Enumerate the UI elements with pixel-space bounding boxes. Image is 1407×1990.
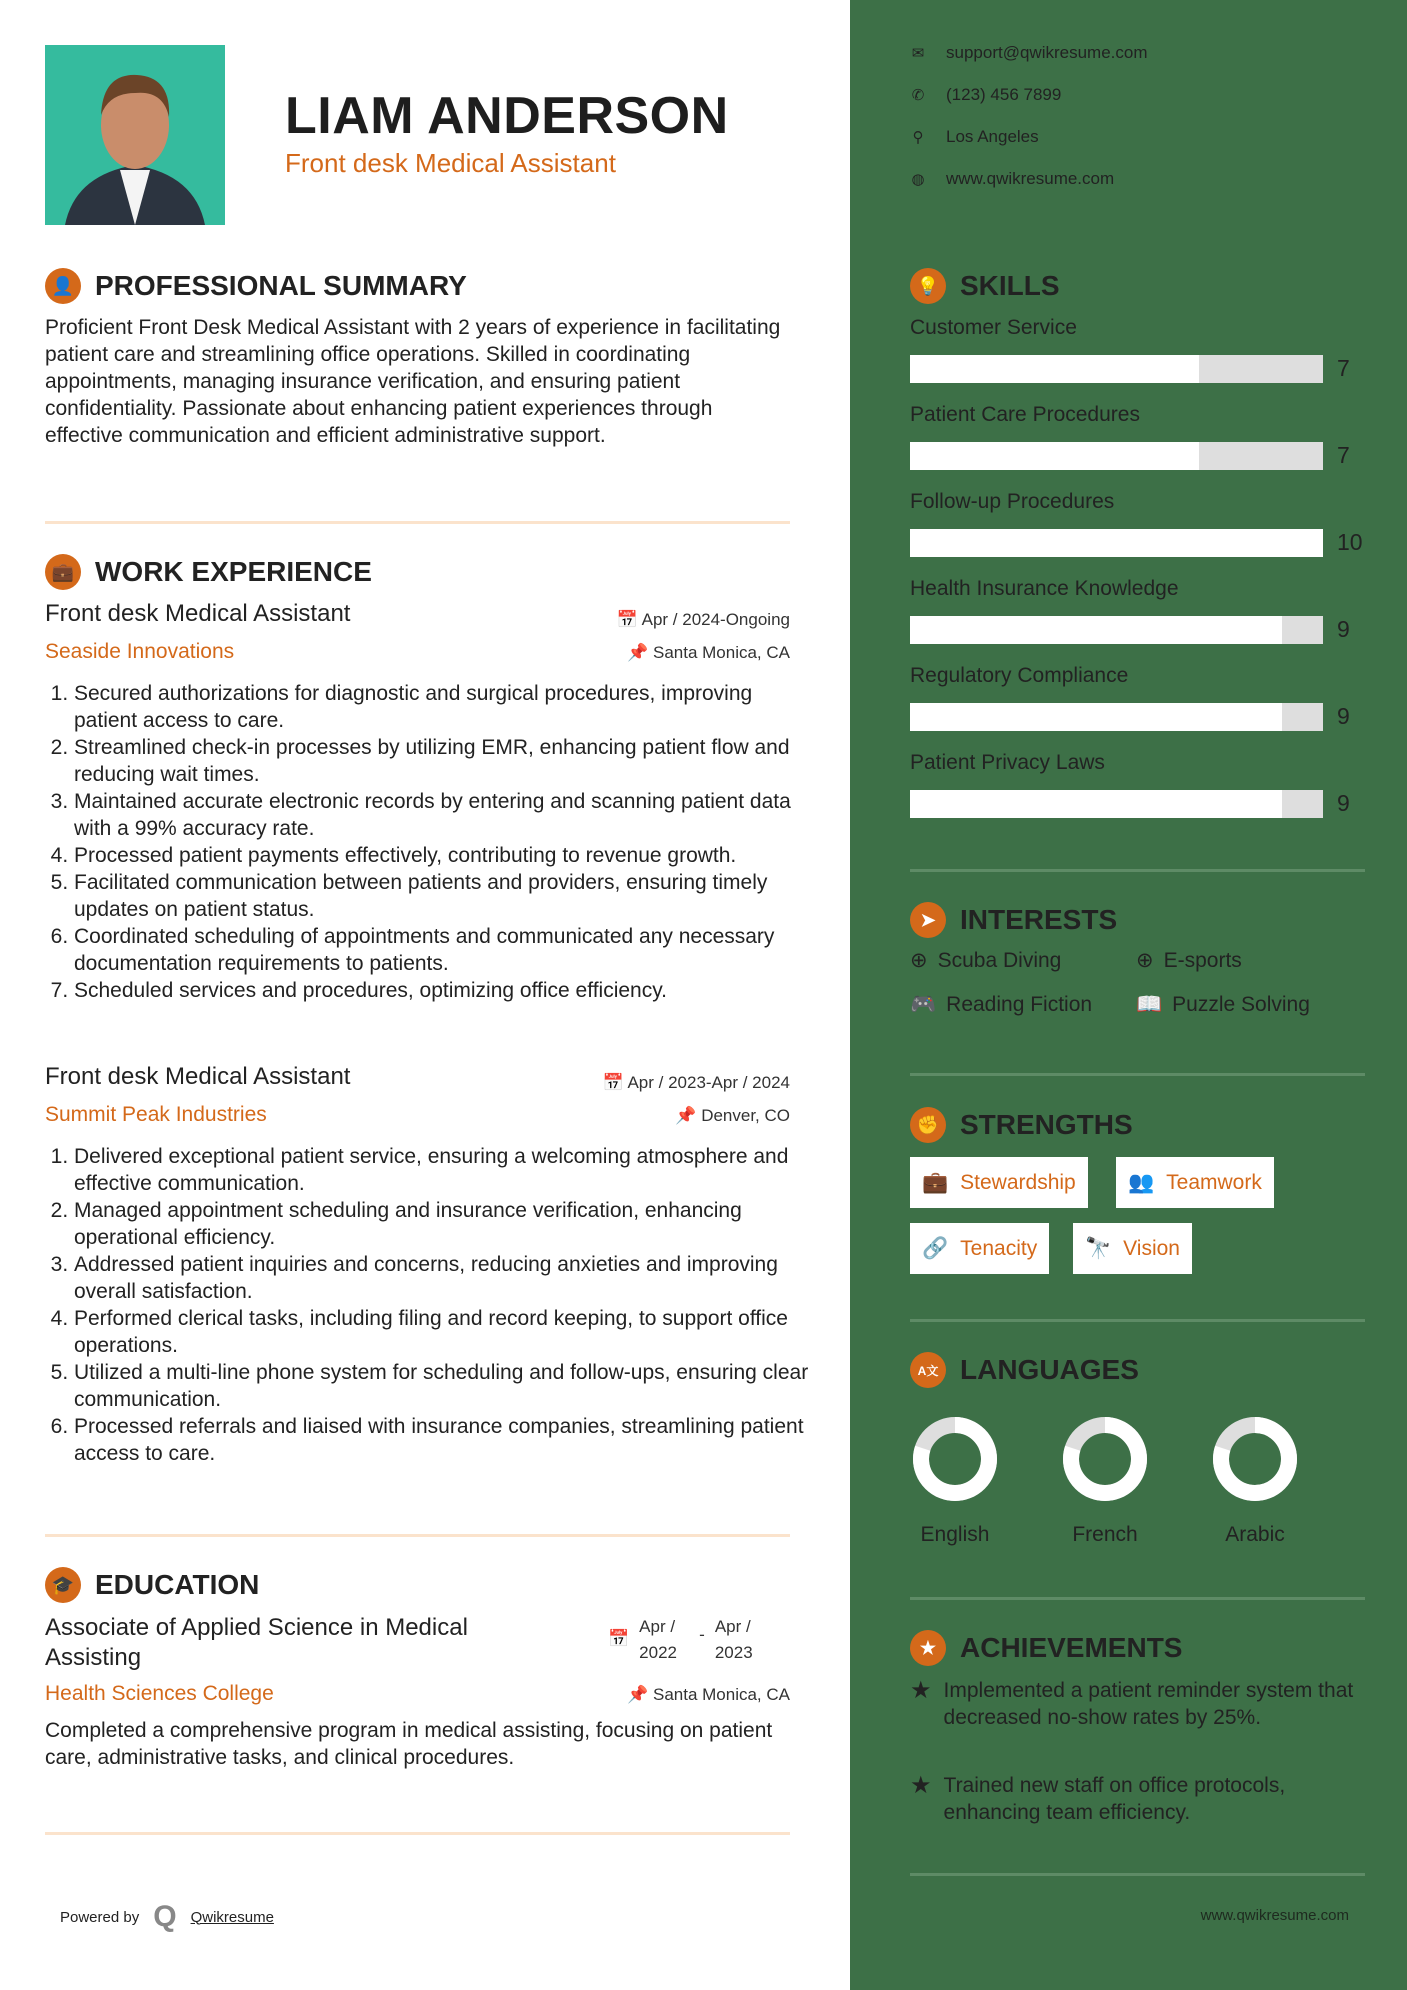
education-location	[627, 1685, 790, 1705]
achievement-item	[910, 1772, 1365, 1826]
list-item: 1. Delivered exceptional patient service, ensuring a welcoming atmosphere and effective communication.	[74, 1143, 815, 1197]
calendar-icon: 📅	[608, 1629, 630, 1648]
divider	[45, 521, 790, 524]
job-dates-text: Apr / 2024-Ongoing	[641, 610, 790, 629]
interest-label: Scuba Diving	[937, 948, 1062, 972]
skill-label: Patient Privacy Laws	[910, 751, 1105, 774]
interest-item	[910, 948, 1061, 973]
strength-tag	[1116, 1157, 1274, 1208]
divider	[45, 1832, 790, 1835]
strength-tag	[910, 1223, 1049, 1274]
achievements-heading	[910, 1630, 1182, 1666]
languages-heading	[910, 1352, 1139, 1388]
star-icon: ★	[910, 1630, 946, 1666]
skill-value: 9	[1337, 616, 1350, 642]
graduate-icon: 🎓	[45, 1567, 81, 1603]
job-location	[627, 643, 790, 663]
strength-tag	[1073, 1223, 1192, 1274]
interest-label: E-sports	[1163, 948, 1242, 972]
strength-label: Vision	[1123, 1236, 1180, 1260]
language-donut	[910, 1414, 1000, 1504]
education-heading-text: EDUCATION	[95, 1569, 260, 1600]
divider	[910, 1873, 1365, 1876]
start-date: Apr / 2022	[639, 1617, 677, 1662]
calendar-icon: 📅	[616, 610, 642, 629]
summary-heading	[45, 268, 467, 304]
work-heading-text: WORK EXPERIENCE	[95, 556, 372, 587]
contact-location	[910, 127, 1039, 147]
language-label: French	[1072, 1523, 1138, 1546]
user-icon: 👤	[45, 268, 81, 304]
job-duties	[45, 1143, 815, 1467]
binoculars-icon: 🔭	[1085, 1236, 1112, 1260]
phone-icon: ✆	[911, 87, 925, 104]
skill-bar-fill	[910, 529, 1323, 557]
summary-text: Proficient Front Desk Medical Assistant with 2 years of experience in facilitating patient care and streamlining office operations. Skilled in coordinating appointments, managing insurance verification, and ensuring patient confidentiality. Passionate about enhancing patient experiences through effective communication and efficient administrative support.	[45, 316, 781, 447]
skill-value: 7	[1337, 442, 1350, 468]
lightbulb-icon: 💡	[910, 268, 946, 304]
achievement-text: Trained new staff on office protocols, enhancing team efficiency.	[943, 1774, 1286, 1824]
skill-value: 9	[1337, 703, 1350, 729]
interests-heading-text: INTERESTS	[960, 904, 1118, 935]
skill-bar-fill	[910, 616, 1282, 644]
book-icon: 📖	[1136, 993, 1163, 1016]
divider	[910, 1597, 1365, 1600]
list-item: 5. Utilized a multi-line phone system for scheduling and follow-ups, ensuring clear communication.	[74, 1359, 815, 1413]
job-company: Seaside Innovations	[45, 640, 235, 663]
job-duties	[45, 680, 815, 1004]
summary-heading-text: PROFESSIONAL SUMMARY	[95, 270, 467, 301]
education-text: Completed a comprehensive program in medical assisting, focusing on patient care, administrative tasks, and clinical procedures.	[45, 1719, 773, 1769]
list-item: 2. Streamlined check-in processes by utilizing EMR, enhancing patient flow and reducing wait times.	[74, 734, 815, 788]
skill-label: Health Insurance Knowledge	[910, 577, 1179, 600]
achievement-item	[910, 1677, 1365, 1731]
translate-icon: A文	[910, 1352, 946, 1388]
skill-bar	[910, 529, 1323, 557]
skill-value: 10	[1337, 529, 1363, 555]
job-dates-text: Apr / 2023-Apr / 2024	[627, 1073, 790, 1092]
languages-heading-text: LANGUAGES	[960, 1354, 1139, 1385]
powered-by-text: Powered by	[60, 1908, 140, 1926]
job-company: Summit Peak Industries	[45, 1103, 267, 1126]
map-marker-icon: ⚲	[912, 129, 924, 146]
skill-bar-fill	[910, 703, 1282, 731]
skills-heading	[910, 268, 1060, 304]
list-item: 4. Processed patient payments effectively, contributing to revenue growth.	[74, 842, 815, 869]
calendar-icon: 📅	[602, 1073, 628, 1092]
interest-label: Puzzle Solving	[1172, 993, 1310, 1016]
globe-icon: ◍	[911, 171, 925, 188]
contact-text: www.qwikresume.com	[946, 169, 1115, 188]
skill-label: Regulatory Compliance	[910, 664, 1129, 687]
school: Health Sciences College	[45, 1682, 274, 1705]
language-item	[895, 1414, 1015, 1547]
briefcase-icon: 💼	[45, 554, 81, 590]
interest-item	[910, 993, 1092, 1017]
education-heading	[45, 1567, 259, 1603]
education-location-text: Santa Monica, CA	[652, 1685, 790, 1704]
list-item: 1. Secured authorizations for diagnostic and surgical procedures, improving patient access to care.	[74, 680, 815, 734]
list-item: 3. Addressed patient inquiries and concerns, reducing anxieties and improving overall satisfaction.	[74, 1251, 815, 1305]
language-label: Arabic	[1225, 1523, 1285, 1546]
briefcase-icon: 💼	[922, 1170, 949, 1194]
skill-label: Customer Service	[910, 316, 1077, 339]
strengths-heading-text: STRENGTHS	[960, 1109, 1133, 1140]
language-item	[1195, 1414, 1315, 1547]
pin-icon: 📌	[675, 1106, 702, 1125]
interest-label: Reading Fiction	[946, 993, 1093, 1016]
contact-phone[interactable]	[910, 85, 1061, 105]
contact-text: Los Angeles	[946, 127, 1039, 146]
language-donut	[1060, 1414, 1150, 1504]
footer-url[interactable]: www.qwikresume.com	[1200, 1907, 1349, 1924]
job-location-text: Santa Monica, CA	[652, 643, 790, 662]
achievements-heading-text: ACHIEVEMENTS	[960, 1632, 1183, 1663]
contact-website[interactable]	[910, 169, 1114, 189]
skill-label: Patient Care Procedures	[910, 403, 1140, 426]
list-item: 4. Performed clerical tasks, including filing and record keeping, to support office operations.	[74, 1305, 815, 1359]
shooting-star-icon: ★	[910, 1772, 932, 1799]
list-item: 3. Maintained accurate electronic records by entering and scanning patient data with a 99% accuracy rate.	[74, 788, 815, 842]
skill-bar	[910, 616, 1323, 644]
contact-email[interactable]	[910, 43, 1148, 63]
divider	[910, 1073, 1365, 1076]
envelope-icon: ✉	[911, 45, 925, 62]
profile-photo	[45, 45, 225, 225]
end-date: Apr / 2023	[714, 1617, 753, 1662]
qwikresume-logo-icon: Q	[153, 1900, 177, 1933]
job-dates	[617, 610, 790, 630]
strength-label: Stewardship	[960, 1170, 1076, 1194]
work-heading	[45, 554, 372, 590]
link-icon: 🔗	[922, 1236, 949, 1260]
interest-item	[1136, 993, 1310, 1017]
list-item: 6. Processed referrals and liaised with insurance companies, streamlining patient access to care.	[74, 1413, 815, 1467]
strength-label: Teamwork	[1166, 1170, 1262, 1194]
fist-icon: ✊	[910, 1107, 946, 1143]
job-location-text: Denver, CO	[701, 1106, 790, 1125]
strengths-heading	[910, 1107, 1133, 1143]
contact-text: support@qwikresume.com	[946, 43, 1148, 62]
job-dates	[603, 1073, 791, 1093]
language-donut	[1210, 1414, 1300, 1504]
candidate-name: LIAM ANDERSON	[285, 87, 729, 145]
candidate-title: Front desk Medical Assistant	[285, 148, 616, 178]
list-item: 7. Scheduled services and procedures, optimizing office efficiency.	[74, 977, 815, 1004]
skill-bar-fill	[910, 442, 1199, 470]
skill-bar-fill	[910, 355, 1199, 383]
life-ring-icon: ⊕	[910, 949, 928, 972]
life-ring-icon: ⊕	[1136, 949, 1154, 972]
divider	[910, 1319, 1365, 1322]
degree: Associate of Applied Science in Medical Assisting	[45, 1614, 468, 1671]
paper-plane-icon: ➤	[910, 902, 946, 938]
divider	[45, 1534, 790, 1537]
skill-value: 7	[1337, 355, 1350, 381]
list-item: 5. Facilitated communication between patients and providers, ensuring timely updates on patient status.	[74, 869, 815, 923]
skill-bar	[910, 355, 1323, 383]
job-title: Front desk Medical Assistant	[45, 1063, 351, 1090]
language-label: English	[920, 1523, 990, 1546]
job-location	[675, 1106, 790, 1126]
interests-heading	[910, 902, 1117, 938]
list-item: 2. Managed appointment scheduling and insurance verification, enhancing operational efficiency.	[74, 1197, 815, 1251]
skill-bar-fill	[910, 790, 1282, 818]
job-title: Front desk Medical Assistant	[45, 600, 351, 627]
shooting-star-icon: ★	[910, 1677, 932, 1704]
skills-heading-text: SKILLS	[960, 270, 1060, 301]
skill-bar	[910, 703, 1323, 731]
skill-bar	[910, 790, 1323, 818]
pin-icon: 📌	[627, 1685, 653, 1704]
powered-by	[60, 1900, 274, 1934]
list-item: 6. Coordinated scheduling of appointments and communicated any necessary documentation requirements to patients.	[74, 923, 815, 977]
divider	[910, 869, 1365, 872]
skill-bar	[910, 442, 1323, 470]
qwikresume-link[interactable]: Qwikresume	[190, 1908, 274, 1926]
skill-label: Follow-up Procedures	[910, 490, 1115, 513]
achievement-text: Implemented a patient reminder system that decreased no-show rates by 25%.	[943, 1679, 1354, 1729]
contact-text: (123) 456 7899	[946, 85, 1062, 104]
education-dates	[608, 1614, 765, 1666]
pin-icon: 📌	[627, 643, 653, 662]
interest-item	[1136, 948, 1242, 973]
gamepad-icon: 🎮	[910, 993, 937, 1016]
language-item	[1045, 1414, 1165, 1547]
date-separator: -	[699, 1625, 705, 1644]
strength-label: Tenacity	[960, 1236, 1038, 1260]
skill-value: 9	[1337, 790, 1350, 816]
strength-tag	[910, 1157, 1088, 1208]
users-icon: 👥	[1128, 1170, 1155, 1194]
